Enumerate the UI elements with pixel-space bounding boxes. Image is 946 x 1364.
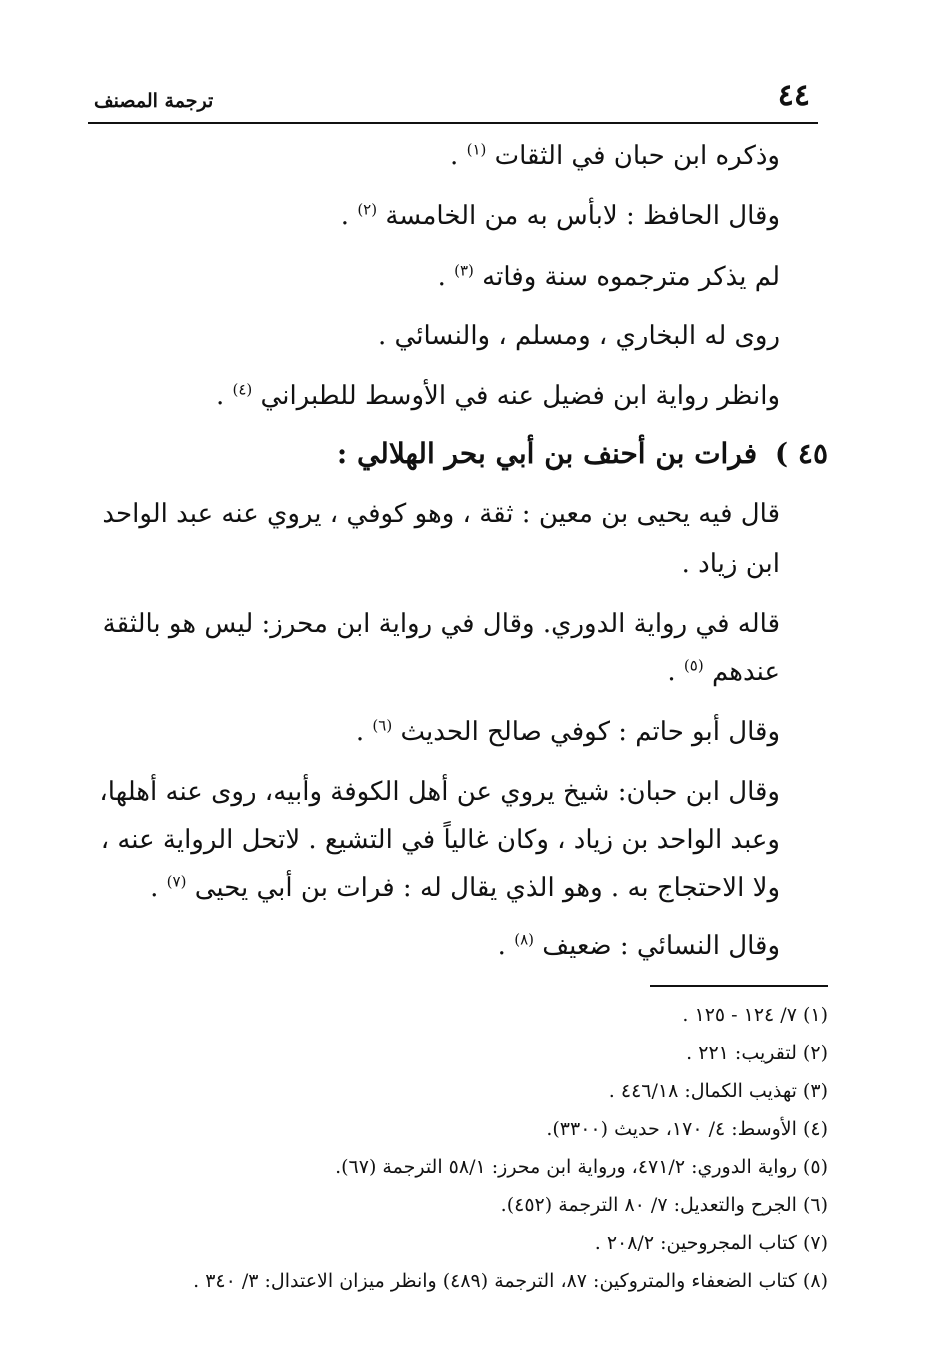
- paragraph-text: وقال ابن حبان: شيخ يروي عن أهل الكوفة وأبيه، روى عنه أهلها،: [99, 777, 780, 807]
- paragraph-text: وعبد الواحد بن زياد ، وكان غالياً في التشيع . لاتحل الرواية عنه ،: [100, 825, 780, 855]
- paragraph-text: وقال النسائي : ضعيف: [542, 931, 780, 961]
- paragraph-text: ابن زياد .: [681, 549, 780, 579]
- paragraph-text: عندهم: [711, 657, 780, 687]
- paragraph-text: ولا الاحتجاج به . وهو الذي يقال له : فرات بن أبي يحيى: [194, 873, 780, 903]
- paragraph-narrators: [378, 316, 780, 356]
- paragraph-ibn-maeen-line-1: [102, 494, 780, 534]
- footnotes: [193, 996, 828, 1300]
- entry-heading: [337, 434, 828, 474]
- footnote-reference: (٨): [514, 930, 534, 949]
- paragraph-end: .: [150, 873, 159, 903]
- footnote-separator: [650, 985, 828, 987]
- entry-number: ٤٥ ): [774, 437, 828, 470]
- paragraph-awsat-reference: [216, 376, 780, 416]
- footnote: (٢) لتقريب: ٢٢١ .: [686, 1042, 828, 1064]
- footnote: (٨) كتاب الضعفاء والمتروكين: ٨٧، الترجمة (٤٨٩) وانظر ميزان الاعتدال: ٣/ ٣٤٠ .: [193, 1270, 828, 1292]
- running-title: ترجمة المصنف: [94, 90, 214, 112]
- paragraph-abu-hatim: [356, 712, 780, 752]
- paragraph-end: .: [355, 717, 365, 747]
- paragraph-ibn-hibban-line-1: [99, 772, 780, 812]
- paragraph-death-year: [438, 257, 780, 297]
- paragraph-end: .: [450, 141, 459, 171]
- footnote-reference: (٧): [166, 872, 187, 891]
- paragraph-nasai: [498, 926, 780, 966]
- footnote: (١) ٧/ ١٢٤ - ١٢٥ .: [682, 1004, 828, 1026]
- paragraph-duri-line-1: [103, 604, 780, 644]
- paragraph-ibn-hibban-line-2: [101, 820, 780, 860]
- paragraph-text: وقال الحافظ : لابأس به من الخامسة: [385, 201, 780, 231]
- paragraph-text: قاله في رواية الدوري. وقال في رواية ابن محرز: ليس هو بالثقة: [102, 609, 780, 639]
- paragraph-text: قال فيه يحيى بن معين : ثقة ، وهو كوفي ، يروي عنه عبد الواحد: [102, 499, 780, 529]
- footnote: (٤) الأوسط: ٤/ ١٧٠، حديث (٣٣٠٠).: [546, 1118, 828, 1140]
- paragraph-end: .: [215, 381, 225, 411]
- footnote: (٣) تهذيب الكمال: ٤٤٦/١٨ .: [608, 1080, 828, 1102]
- paragraph-end: .: [437, 262, 446, 292]
- paragraph-end: .: [667, 657, 676, 687]
- paragraph-ibn-maeen-line-2: [682, 544, 780, 584]
- paragraph-end: .: [340, 201, 350, 231]
- footnote-reference: (٥): [683, 656, 704, 675]
- entry-name: فرات بن أحنف بن أبي بحر الهلالي :: [336, 437, 758, 470]
- paragraph-text: وقال أبو حاتم : كوفي صالح الحديث: [400, 717, 780, 747]
- paragraph-hafiz-opinion: [341, 196, 780, 236]
- paragraph-text: وذكره ابن حبان في الثقات: [494, 141, 780, 171]
- paragraph-text: لم يذكر مترجموه سنة وفاته: [482, 262, 780, 292]
- page-header: [88, 70, 818, 124]
- footnote-reference: (٤): [232, 380, 253, 399]
- footnote-reference: (٦): [372, 716, 393, 735]
- footnote: (٥) رواية الدوري: ٤٧١/٢، ورواية ابن محرز: ٥٨/١ الترجمة (٦٧).: [335, 1156, 828, 1178]
- page-number: ٤٤: [777, 78, 810, 113]
- paragraph-ibn-hibban-thiqat: [450, 136, 780, 176]
- footnote-reference: (١): [466, 140, 487, 159]
- paragraph-end: .: [497, 931, 506, 961]
- paragraph-text: روى له البخاري ، ومسلم ، والنسائي .: [378, 321, 780, 351]
- paragraph-text: وانظر رواية ابن فضيل عنه في الأوسط للطبراني: [260, 381, 780, 411]
- footnote: (٧) كتاب المجروحين: ٢٠٨/٢ .: [594, 1232, 828, 1254]
- paragraph-duri-line-2: [667, 652, 780, 692]
- footnote: (٦) الجرح والتعديل: ٧/ ٨٠ الترجمة (٤٥٢).: [500, 1194, 828, 1216]
- footnote-reference: (٣): [454, 261, 474, 280]
- footnote-reference: (٢): [357, 200, 378, 219]
- paragraph-ibn-hibban-line-3: [150, 868, 780, 908]
